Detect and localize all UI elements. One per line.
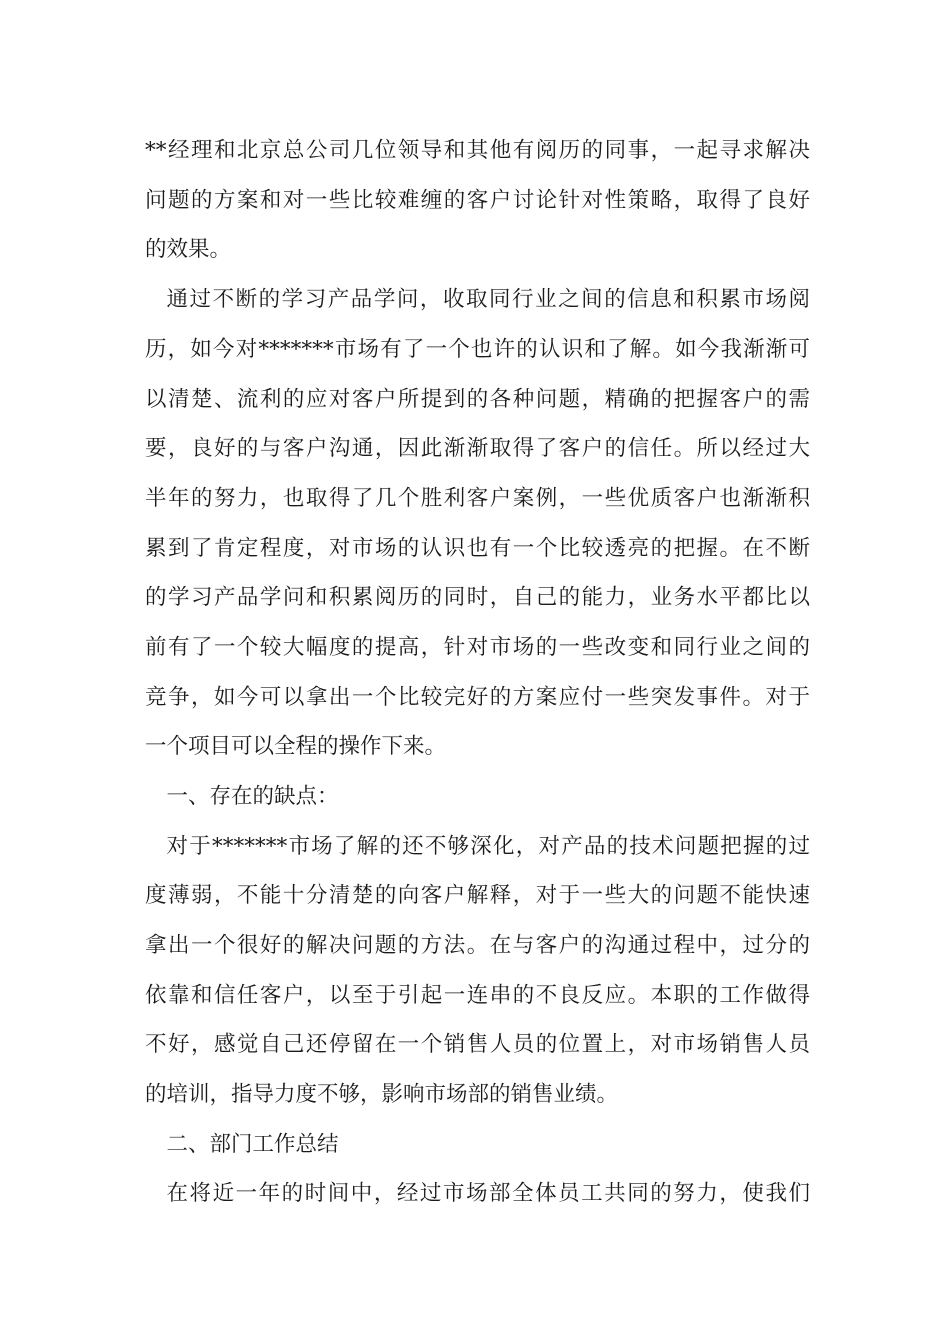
text-line: 的培训，指导力度不够，影响市场部的销售业绩。 [145,1082,619,1107]
text-line: 前有了一个较大幅度的提高，针对市场的一些改变和同行业之间的 [145,635,810,660]
text-line: 的学习产品学问和积累阅历的同时，自己的能力，业务水平都比以 [145,585,810,610]
section-heading: 一、存在的缺点： [166,784,339,809]
text-line: 对于*******市场了解的还不够深化，对产品的技术问题把握的过 [166,834,810,859]
text-line: 的效果。 [145,237,232,262]
text-line: **经理和北京总公司几位领导和其他有阅历的同事，一起寻求解决 [145,138,810,163]
text-line: 通过不断的学习产品学问，收取同行业之间的信息和积累市场阅 [166,287,810,312]
text-line: 一个项目可以全程的操作下来。 [145,734,447,759]
section-heading: 二、部门工作总结 [166,1132,339,1157]
text-line: 累到了肯定程度，对市场的认识也有一个比较透亮的把握。在不断 [145,536,810,561]
text-line: 以清楚、流利的应对客户所提到的各种问题，精确的把握客户的需 [145,387,810,412]
text-line: 问题的方案和对一些比较难缠的客户讨论针对性策略，取得了良好 [145,188,810,213]
text-line: 度薄弱，不能十分清楚的向客户解释，对于一些大的问题不能快速 [145,883,810,908]
text-line: 要，良好的与客户沟通，因此渐渐取得了客户的信任。所以经过大 [145,436,810,461]
text-line: 历，如今对*******市场有了一个也许的认识和了解。如今我渐渐可 [145,337,810,362]
text-line: 依靠和信任客户，以至于引起一连串的不良反应。本职的工作做得 [145,983,810,1008]
text-line: 拿出一个很好的解决问题的方法。在与客户的沟通过程中，过分的 [145,933,810,958]
text-line: 不好，感觉自己还停留在一个销售人员的位置上，对市场销售人员 [145,1032,810,1057]
text-line: 半年的努力，也取得了几个胜利客户案例，一些优质客户也渐渐积 [145,486,810,511]
text-line: 竞争，如今可以拿出一个比较完好的方案应付一些突发事件。对于 [145,685,810,710]
text-line: 在将近一年的时间中，经过市场部全体员工共同的努力，使我们 [166,1181,810,1206]
